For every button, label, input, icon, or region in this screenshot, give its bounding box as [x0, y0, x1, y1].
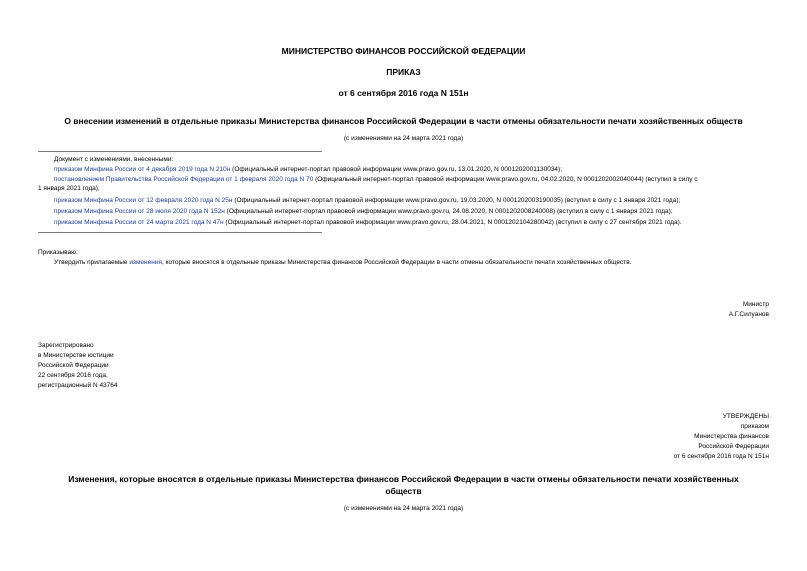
divider-bottom: [38, 232, 322, 233]
change-details: (Официальный интернет-портал правовой информации www.pravo.gov.ru, 19.03.2020, N 0001202003190035) (вступил в силу с 1 января 2021 года);: [232, 197, 681, 204]
change-item: [54, 218, 682, 227]
doc-type-heading: ПРИКАЗ: [386, 67, 421, 77]
change-details: (Официальный интернет-портал правовой информации www.pravo.gov.ru, 13.01.2020, N 0001202001130034);: [230, 166, 563, 173]
signature-position: Министр: [742, 301, 769, 308]
change-link[interactable]: приказом Минфина России от 28 июля 2020 года N 152н: [54, 208, 225, 215]
change-item-continuation: 1 января 2021 года);: [38, 185, 100, 192]
doc-date-number: от 6 сентября 2016 года N 151н: [338, 88, 469, 98]
approval-line: УТВЕРЖДЕНЫ: [722, 413, 769, 420]
change-link[interactable]: приказом Минфина России от 24 марта 2021 года N 47н: [54, 219, 224, 226]
changes-intro: Документ с изменениями, внесенными:: [54, 156, 174, 163]
change-link[interactable]: приказом Минфина России от 4 декабря 2019 года N 210н: [54, 166, 231, 173]
change-link[interactable]: приказом Минфина России от 12 февраля 2020 года N 25н: [54, 197, 233, 204]
registration-line: Российской Федерации: [38, 362, 109, 369]
appendix-title: Изменения, которые вносятся в отдельные приказы Министерства финансов Российской Федерации в части отмены обязательности печати хозяйственных: [68, 474, 739, 484]
order-text: Утвердить прилагаемые изменения, которые вносятся в отдельные приказы Министерства финансов Российской Федерации в части отмены обязательности печати хозяйственных обществ.: [54, 259, 632, 266]
appendix-title-cont: обществ: [385, 486, 422, 496]
appendix-revision: (с изменениями на 24 марта 2021 года): [343, 505, 464, 512]
change-details: (Официальный интернет-портал правовой информации www.pravo.gov.ru, 04.02.2020, N 0001202002040044) (вступил в силу с: [313, 176, 698, 183]
signature-name: А.Г.Силуанов: [728, 311, 769, 318]
change-link[interactable]: постановлением Правительства Российской Федерации от 1 февраля 2020 года N 70: [54, 176, 314, 183]
approval-line: приказом: [740, 423, 769, 430]
change-item: [54, 165, 562, 174]
ministry-heading: МИНИСТЕРСТВО ФИНАНСОВ РОССИЙСКОЙ ФЕДЕРАЦИИ: [281, 46, 526, 56]
approval-line: от 6 сентября 2016 года N 151н: [673, 453, 769, 460]
change-item: [54, 175, 698, 184]
changes-link[interactable]: изменения: [129, 259, 162, 266]
registration-line: регистрационный N 43764: [38, 382, 118, 389]
registration-line: в Министерстве юстиции: [38, 352, 114, 359]
change-details: (Официальный интернет-портал правовой информации www.pravo.gov.ru, 24.08.2020, N 0001202008240008) (вступил в силу с 1 января 2021 года);: [224, 208, 673, 215]
divider-top: [38, 151, 322, 152]
doc-title: О внесении изменений в отдельные приказы Министерства финансов Российской Федерации в части отмены обязательности печати хозяйственных обществ: [64, 116, 743, 126]
change-item: [54, 196, 680, 205]
revision-note: (с изменениями на 24 марта 2021 года): [343, 135, 464, 142]
approval-line: Министерства финансов: [694, 433, 769, 440]
order-heading: Приказываю:: [38, 249, 78, 256]
registration-line: 22 сентября 2016 года,: [38, 372, 108, 379]
approval-line: Российской Федерации: [698, 443, 769, 450]
registration-line: Зарегистрировано: [38, 342, 94, 349]
change-details: (Официальный интернет-портал правовой информации www.pravo.gov.ru, 28.04.2021, N 0001202104280042) (вступил в силу с 27 сентября 2021 года).: [223, 219, 682, 226]
change-item: [54, 207, 673, 216]
